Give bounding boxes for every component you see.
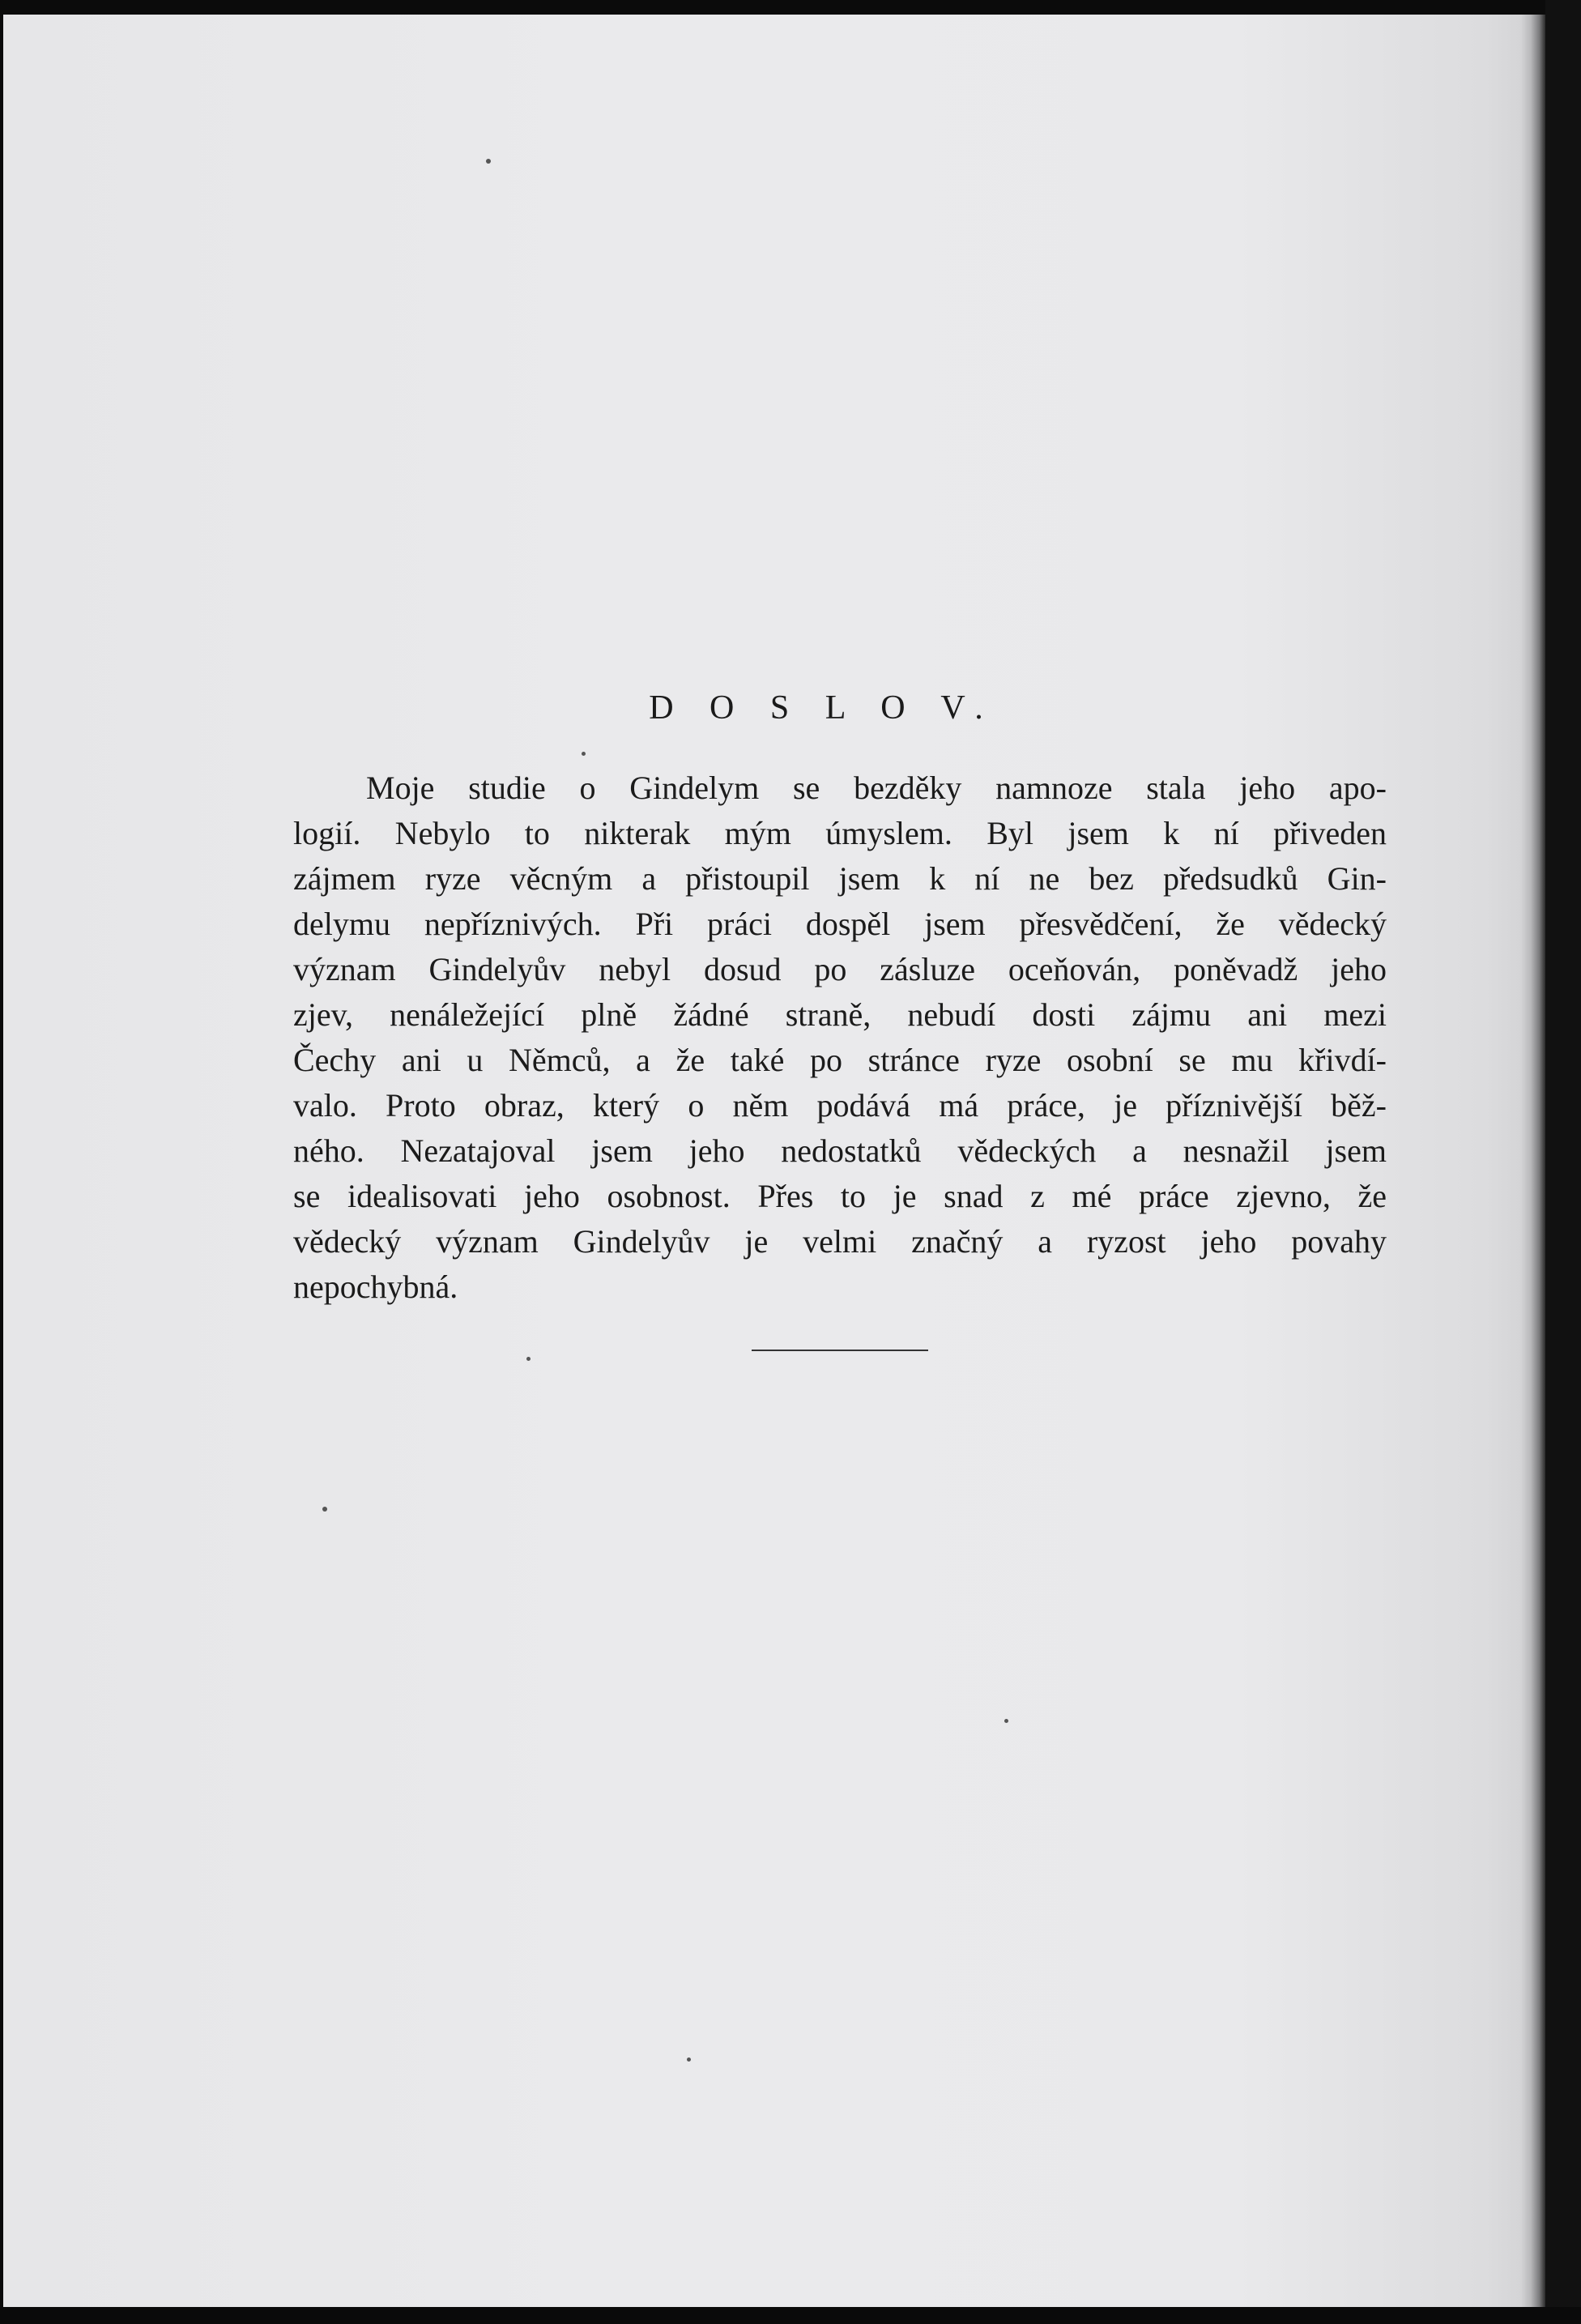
text-line: Čechy ani u Němců, a že také po stránce ryze osobní se mu křivdí- [293, 1042, 1387, 1078]
text-line: ného. Nezatajoval jsem jeho nedostatků vědeckých a nesnažil jsem [293, 1132, 1387, 1169]
text-line: se idealisovati jeho osobnost. Přes to je snad z mé práce zjevno, že [293, 1178, 1387, 1214]
text-line: význam Gindelyův nebyl dosud po zásluze oceňován, poněvadž jeho [293, 951, 1387, 987]
page-title: D O S L O V. [649, 689, 997, 727]
page-binding-edge [1521, 15, 1545, 2307]
scan-speck [322, 1507, 327, 1512]
text-line: logií. Nebylo to nikterak mým úmyslem. Byl jsem k ní přiveden [293, 815, 1387, 851]
scan-border-bottom [0, 2307, 1581, 2324]
text-line: Moje studie o Gindelym se bezděky namnoze stala jeho apo- [366, 770, 1387, 806]
scan-speck [486, 159, 491, 164]
text-line: delymu nepříznivých. Při práci dospěl jsem přesvědčení, že vědecký [293, 906, 1387, 942]
scan-speck [526, 1357, 531, 1361]
text-line: zjev, nenáležející plně žádné straně, nebudí dosti zájmu ani mezi [293, 996, 1387, 1033]
text-line: nepochybná. [293, 1269, 458, 1305]
section-divider [752, 1350, 928, 1351]
scan-border-right [1545, 0, 1581, 2324]
scan-speck [687, 2057, 691, 2062]
text-line: valo. Proto obraz, který o něm podává má práce, je příznivější běž- [293, 1087, 1387, 1124]
scan-speck [582, 752, 586, 756]
afterword-paragraph [293, 765, 1387, 1310]
text-line: vědecký význam Gindelyův je velmi značný a ryzost jeho povahy [293, 1223, 1387, 1260]
text-line: zájmem ryze věcným a přistoupil jsem k ní ne bez předsudků Gin- [293, 860, 1387, 897]
scan-speck [1004, 1719, 1008, 1723]
